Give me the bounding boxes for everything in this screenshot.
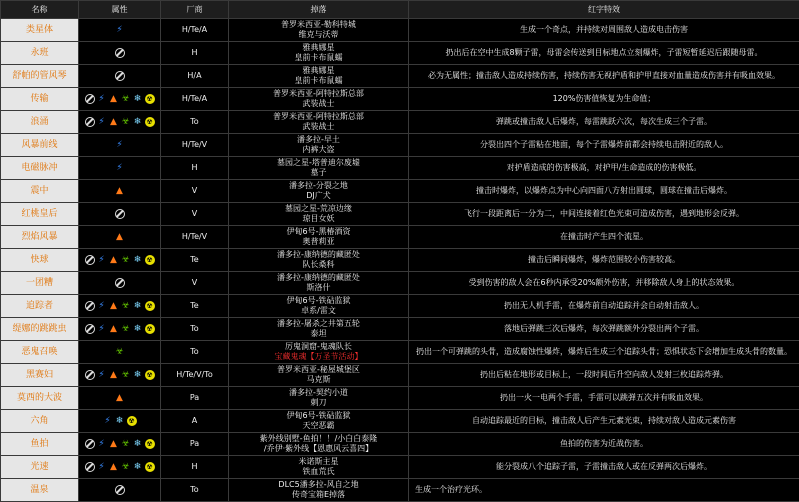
row-maker: H [161,456,229,479]
drop-line: 传奇宝箱E掉落 [229,490,408,500]
bio-icon: ☣ [121,301,131,311]
row-drop [229,341,409,364]
row-drop [229,157,409,180]
row-attributes [79,433,161,456]
drop-line: 皇前卡布鼠蠕 [229,76,408,86]
row-attributes [79,479,161,502]
drop-line: 维克与沃蒂 [229,30,408,40]
rad-icon: ☢ [145,301,155,311]
row-attributes [79,272,161,295]
fire-icon: ▲ [115,232,125,242]
row-drop [229,42,409,65]
bio-icon: ☣ [121,94,131,104]
row-name: 一团糟 [1,272,79,295]
row-drop [229,134,409,157]
row-drop [229,387,409,410]
drop-line: 厉鬼洞窟-鬼魂队长 [229,342,408,352]
drop-line: 武装战士 [229,122,408,132]
bio-icon: ☣ [115,347,125,357]
row-maker: H/Te/V/To [161,364,229,387]
table-row [1,295,799,318]
shock-icon: ⚡ [97,370,107,380]
row-drop [229,433,409,456]
header-row [1,1,799,19]
row-effect: 120%伤害值恢复为生命值； [409,88,799,111]
row-drop [229,19,409,42]
row-effect: 受到伤害的敌人会在6秒内承受20%额外伤害，并移除敌人身上的状态效果。 [409,272,799,295]
row-attributes [79,387,161,410]
row-drop [229,249,409,272]
ban-icon [115,71,125,81]
row-attributes [79,157,161,180]
table-row [1,410,799,433]
drop-line: 伊甸6号-铁砧监狱 [229,411,408,421]
fire-icon: ▲ [109,370,119,380]
cryo-icon: ❄ [133,370,143,380]
table-row [1,203,799,226]
row-drop [229,318,409,341]
table-row [1,387,799,410]
drop-line: 潘多拉-康纳德的藏匿处 [229,273,408,283]
drop-line: 潘多拉-康纳德的藏匿处 [229,250,408,260]
bio-icon: ☣ [121,117,131,127]
table-row [1,42,799,65]
row-attributes [79,295,161,318]
rad-icon: ☢ [145,94,155,104]
row-effect: 弹跳或撞击敌人后爆炸，每雷跳跃六次，每次生成三个子雷。 [409,111,799,134]
row-effect: 鱼拍的伤害为近战伤害。 [409,433,799,456]
ban-icon [115,485,125,495]
header-name: 名称 [1,1,79,19]
shock-icon: ⚡ [103,416,113,426]
row-maker: To [161,318,229,341]
row-drop [229,272,409,295]
drop-line: DJ广犬 [229,191,408,201]
rad-icon: ☢ [145,370,155,380]
header-drop: 掉落 [229,1,409,19]
row-name: 光速 [1,456,79,479]
table-row [1,19,799,42]
row-maker: Te [161,295,229,318]
drop-line: 斯洛什 [229,283,408,293]
header-maker: 厂商 [161,1,229,19]
drop-line: /乔伊·紫外线【恩惠风云喜四】 [229,444,408,454]
drop-line: 武装战士 [229,99,408,109]
row-drop [229,226,409,249]
row-effect: 扔出无人机手雷，在爆炸前自动追踪并会自动射击敌人。 [409,295,799,318]
row-attributes [79,318,161,341]
row-maker: Pa [161,387,229,410]
table-row [1,65,799,88]
row-effect: 扔出后粘在地形或目标上，一段时间后升空向敌人发射三枚追踪炸弹。 [409,364,799,387]
row-attributes [79,134,161,157]
row-drop [229,364,409,387]
fire-icon: ▲ [115,393,125,403]
row-name: 恶鬼召唤 [1,341,79,364]
row-maker: V [161,180,229,203]
rad-icon: ☢ [145,324,155,334]
cryo-icon: ❄ [133,301,143,311]
row-name: 传输 [1,88,79,111]
fire-icon: ▲ [115,186,125,196]
table-row [1,479,799,502]
row-name: 烈焰风暴 [1,226,79,249]
drop-line: 奥普莉亚 [229,237,408,247]
row-effect: 在撞击时产生四个流星。 [409,226,799,249]
bio-icon: ☣ [121,255,131,265]
table-row [1,272,799,295]
row-name: 浪涌 [1,111,79,134]
row-effect: 扔出一个可弹跳的头骨，造成腐蚀性爆炸，爆炸后生成三个追踪头骨；恐惧状态下会增加生成头骨的数量。 [409,341,799,364]
row-name: 舒帕的管风琴 [1,65,79,88]
row-effect: 撞击时爆炸，以爆炸点为中心向四面八方射出圆球，圆球在撞击后爆炸。 [409,180,799,203]
header-attr: 属性 [79,1,161,19]
row-drop [229,111,409,134]
cryo-icon: ❄ [133,439,143,449]
row-effect: 撞击后瞬间爆炸，爆炸范围较小伤害较高。 [409,249,799,272]
row-maker: H/Te/V [161,226,229,249]
row-maker: H [161,42,229,65]
table-row [1,157,799,180]
row-attributes [79,111,161,134]
shock-icon: ⚡ [115,140,125,150]
table-row [1,134,799,157]
drop-line: 刺刀 [229,398,408,408]
row-effect: 分裂出四个子雷粘在地面，每个子雷爆炸前都会持续电击附近的敌人。 [409,134,799,157]
row-effect: 对护盾造成的伤害极高，对护甲/生命造成的伤害极低。 [409,157,799,180]
drop-line: 泰坦 [229,329,408,339]
row-maker: H/Te/A [161,88,229,111]
row-attributes [79,88,161,111]
row-maker: H/Te/V [161,134,229,157]
row-effect: 生成一个奇点，并持续对周围敌人造成电击伤害 [409,19,799,42]
row-effect: 落地后弹跳三次后爆炸，每次弹跳额外分裂出两个子雷。 [409,318,799,341]
row-maker: Pa [161,433,229,456]
row-attributes [79,180,161,203]
row-attributes [79,65,161,88]
shock-icon: ⚡ [97,117,107,127]
drop-line: 伊甸6号-黑椿酒资 [229,227,408,237]
rad-icon: ☢ [145,462,155,472]
ban-icon [115,48,125,58]
drop-line: 卓系/雷文 [229,306,408,316]
row-drop [229,479,409,502]
table-row [1,341,799,364]
row-name: 鱼拍 [1,433,79,456]
row-effect: 生成一个治疗光环。 [409,479,799,502]
row-drop [229,410,409,433]
drop-line: 墓园之星-荒凉边缘 [229,204,408,214]
row-drop [229,180,409,203]
row-name: 快球 [1,249,79,272]
drop-line: 铁血荒氏 [229,467,408,477]
row-maker: H/Te/A [161,19,229,42]
row-name: 永班 [1,42,79,65]
header-effect: 红字特效 [409,1,799,19]
shock-icon: ⚡ [115,25,125,35]
drop-line: 雅典娜星 [229,43,408,53]
row-name: 温泉 [1,479,79,502]
row-maker: A [161,410,229,433]
row-attributes [79,226,161,249]
drop-line: 潘多拉-屠杀之井第五轮 [229,319,408,329]
table-row [1,88,799,111]
table-row [1,249,799,272]
row-name: 类星体 [1,19,79,42]
shock-icon: ⚡ [97,324,107,334]
fire-icon: ▲ [109,462,119,472]
drop-line: 天空恶霸 [229,421,408,431]
drop-line: 皇前卡布鼠蠕 [229,53,408,63]
rad-icon: ☢ [145,255,155,265]
table-row [1,180,799,203]
table-row [1,433,799,456]
drop-line: 琼目女妖 [229,214,408,224]
shock-icon: ⚡ [97,255,107,265]
ban-icon [115,278,125,288]
row-name: 黑赛妇 [1,364,79,387]
table-row [1,456,799,479]
drop-line: 潘多拉-早土 [229,135,408,145]
table-row [1,318,799,341]
row-name: 电磁脉冲 [1,157,79,180]
drop-line: 雅典娜星 [229,66,408,76]
drop-line: 墓园之星-塔普迪尔废墟 [229,158,408,168]
fire-icon: ▲ [109,117,119,127]
drop-line: 队长桑科 [229,260,408,270]
cryo-icon: ❄ [133,255,143,265]
ban-icon [85,94,95,104]
cryo-icon: ❄ [115,416,125,426]
bio-icon: ☣ [121,439,131,449]
drop-line: 米诺斯主星 [229,457,408,467]
row-maker: To [161,479,229,502]
bio-icon: ☣ [121,462,131,472]
row-effect: 能分裂成八个追踪子雷，子雷撞击敌人或在反弹两次后爆炸。 [409,456,799,479]
drop-line: 紫外线别墅-鱼拍！！/小白白泰隆 [229,434,408,444]
row-name: 缇娜的跳跳虫 [1,318,79,341]
drop-line: 潘多拉-契约小道 [229,388,408,398]
bio-icon: ☣ [121,324,131,334]
shock-icon: ⚡ [97,94,107,104]
drop-line: 普罗米西亚-秘屋城堡区 [229,365,408,375]
shock-icon: ⚡ [115,163,125,173]
drop-line: 内裤大盗 [229,145,408,155]
row-attributes [79,203,161,226]
row-attributes [79,42,161,65]
row-attributes [79,341,161,364]
row-maker: To [161,111,229,134]
row-drop [229,456,409,479]
ban-icon [85,301,95,311]
ban-icon [85,462,95,472]
cryo-icon: ❄ [133,324,143,334]
fire-icon: ▲ [109,324,119,334]
row-effect: 扔出后在空中生成8颗子雷，母雷会传送到目标地点立刻爆炸，子雷短暂延迟后跟随母雷。 [409,42,799,65]
ban-icon [115,209,125,219]
ban-icon [85,324,95,334]
drop-line: 普罗米西亚-阿特拉斯总部 [229,112,408,122]
row-maker: H [161,157,229,180]
fire-icon: ▲ [109,94,119,104]
row-drop [229,203,409,226]
cryo-icon: ❄ [133,117,143,127]
drop-line: DLC5潘多拉-风自之地 [229,480,408,490]
table-row [1,111,799,134]
row-attributes [79,19,161,42]
drop-line: 马克斯 [229,375,408,385]
row-name: 红桃皇后 [1,203,79,226]
row-drop [229,295,409,318]
drop-line: 普罗米西亚-勒科特城 [229,20,408,30]
row-attributes [79,364,161,387]
bio-icon: ☣ [121,370,131,380]
fire-icon: ▲ [109,439,119,449]
row-effect: 扔出一火一电两个手雷，手雷可以跳弹五次并有吸血效果。 [409,387,799,410]
row-effect: 飞行一段距离后一分为二，中间连接着红色光束可造成伤害，遇到地形会反弹。 [409,203,799,226]
row-name: 追踪者 [1,295,79,318]
cryo-icon: ❄ [133,462,143,472]
drop-line: 墓子 [229,168,408,178]
fire-icon: ▲ [109,255,119,265]
ban-icon [85,117,95,127]
rad-icon: ☢ [145,439,155,449]
ban-icon [85,370,95,380]
drop-line: 宝藏鬼魂【万圣节活动】 [229,352,408,362]
table-row [1,364,799,387]
ban-icon [85,439,95,449]
shock-icon: ⚡ [97,462,107,472]
ban-icon [85,255,95,265]
row-maker: V [161,203,229,226]
row-drop [229,65,409,88]
row-name: 震中 [1,180,79,203]
row-name: 风暴前线 [1,134,79,157]
row-maker: H/A [161,65,229,88]
row-maker: Te [161,249,229,272]
row-drop [229,88,409,111]
rad-icon: ☢ [145,117,155,127]
row-maker: V [161,272,229,295]
rad-icon: ☢ [127,416,137,426]
row-effect: 必为无属性；撞击敌人造成持续伤害，持续伤害无视护盾和护甲直接对血量造成伤害并有吸血效果。 [409,65,799,88]
fire-icon: ▲ [109,301,119,311]
shock-icon: ⚡ [97,301,107,311]
row-effect: 自动追踪最近的目标，撞击敌人后产生元素光束，持续对敌人造成元素伤害 [409,410,799,433]
row-attributes [79,456,161,479]
row-attributes [79,249,161,272]
row-maker: To [161,341,229,364]
row-attributes [79,410,161,433]
drop-line: 潘多拉-分裂之地 [229,181,408,191]
drop-line: 普罗米西亚-阿特拉斯总部 [229,89,408,99]
drop-line: 伊甸6号-铁砧监狱 [229,296,408,306]
table-row [1,226,799,249]
shock-icon: ⚡ [97,439,107,449]
row-name: 六角 [1,410,79,433]
cryo-icon: ❄ [133,94,143,104]
row-name: 莫西的大波 [1,387,79,410]
